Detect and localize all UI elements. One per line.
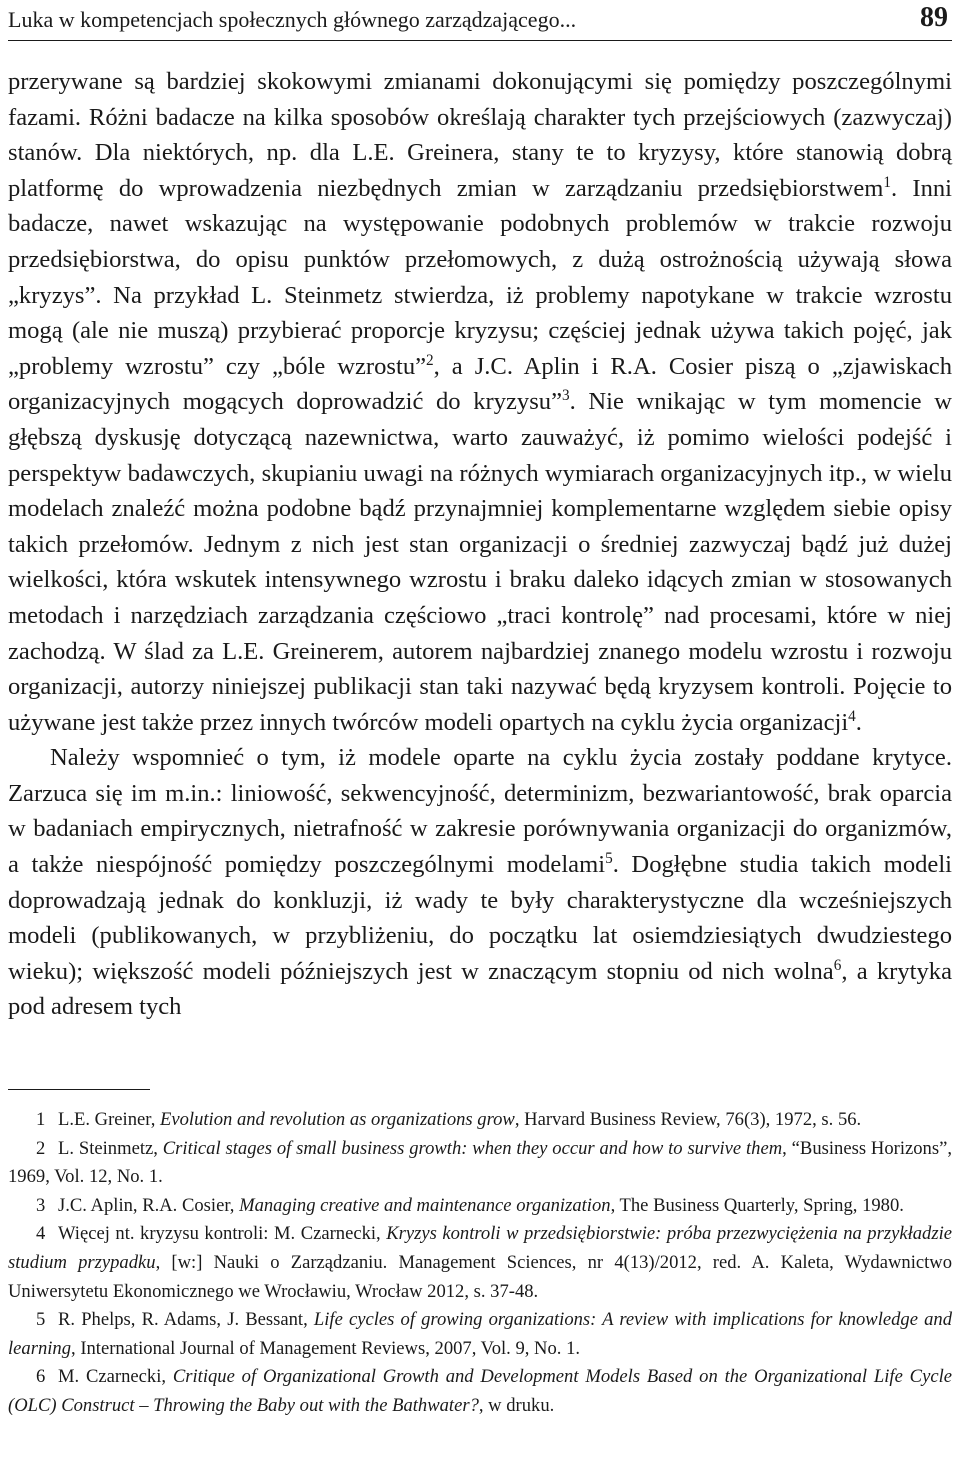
page-number: 89 (920, 2, 948, 33)
footnote-number: 4 (36, 1223, 46, 1245)
footnote-6: 6 M. Czarnecki, Critique of Organizational Growth and Development Models Based on the Organizational Life Cycle (OLC) Construct – Throwing the Baby out with the Bathwater?, w druku. (8, 1363, 952, 1420)
cited-title: Life cycles of growing organizations: A review with implications for knowledge and learning (8, 1309, 952, 1359)
footnote-1: 1 L.E. Greiner, Evolution and revolution as organizations grow, Harvard Business Review, 76(3), 1972, s. 56. (8, 1106, 952, 1135)
header-rule (8, 40, 952, 41)
footnotes (8, 1106, 952, 1421)
footnote-3: 3 J.C. Aplin, R.A. Cosier, Managing creative and maintenance organization, The Business Quarterly, Spring, 1980. (8, 1192, 952, 1221)
cited-title: Managing creative and maintenance organization (239, 1194, 611, 1216)
footnote-number: 2 (36, 1137, 46, 1159)
footnote-ref-5[interactable]: 5 (605, 849, 613, 867)
footnote-ref-4[interactable]: 4 (848, 707, 856, 725)
cited-title: Evolution and revolution as organizations grow (160, 1109, 515, 1130)
footnote-ref-1[interactable]: 1 (883, 173, 892, 191)
cited-title: Kryzys kontroli w przedsiębiorstwie: próba przezwyciężenia na przykładzie studium przypadku (8, 1223, 952, 1273)
paragraph-2: Należy wspomnieć o tym, iż modele oparte na cyklu życia zostały poddane krytyce. Zarzuca się im m.in.: liniowość, sekwencyjność, determinizm, bezwariantowość, brak oparcia w badaniach empirycznych, nietrafność w zakresie porównywania organizacji do organizmów, a także niespójność pomiędzy poszczególnymi modelami$^5$. Dogłębne studia takich modeli doprowadzają jednak do konkluzji, iż wady te były charakterystyczne dla wcześniejszych modeli (publikowanych, w przybliżeniu, do początku lat osiemdziesiątych dwudziestego wieku); większość modeli późniejszych jest w znaczącym stopniu od nich wolna$^6$, a krytyka pod adresem tych (8, 744, 952, 1021)
footnote-2: 2 L. Steinmetz, Critical stages of small business growth: when they occur and how to survive them, “Business Horizons”, 1969, Vol. 12, No. 1. (8, 1135, 952, 1192)
footnote-number: 3 (36, 1194, 46, 1216)
cited-title: Critique of Organizational Growth and Development Models Based on the Organizational Life Cycle (OLC) Construct – Throwing the Baby out with the Bathwater? (8, 1366, 952, 1416)
footnote-rule (8, 1089, 150, 1090)
cited-title: Critical stages of small business growth: when they occur and how to survive them (162, 1137, 783, 1159)
footnote-number: 6 (36, 1366, 46, 1388)
footnote-number: 5 (36, 1309, 46, 1331)
body-text (8, 64, 952, 1025)
page-header (8, 2, 952, 40)
footnote-ref-2[interactable]: 2 (426, 351, 434, 369)
footnote-ref-6[interactable]: 6 (833, 956, 842, 974)
footnote-5: 5 R. Phelps, R. Adams, J. Bessant, Life cycles of growing organizations: A review with implications for knowledge and learning, International Journal of Management Reviews, 2007, Vol. 9, No. 1. (8, 1306, 952, 1363)
footnote-ref-3[interactable]: 3 (562, 387, 570, 405)
footnote-4: 4 Więcej nt. kryzysu kontroli: M. Czarnecki, Kryzys kontroli w przedsiębiorstwie: próba przezwyciężenia na przykładzie studium przypadku, [w:] Nauki o Zarządzaniu. Management Sciences, nr 4(13)/2012, red. A. Kaleta, Wydawnictwo Uniwersytetu Ekonomicznego we Wrocławiu, Wrocław 2012, s. 37-48. (8, 1220, 952, 1306)
running-title: Luka w kompetencjach społecznych głównego zarządzającego... (8, 7, 577, 32)
paragraph-1: przerywane są bardziej skokowymi zmianami dokonującymi się pomiędzy poszczególnymi fazami. Różni badacze na kilka sposobów określają charakter tych przejściowych (zazwyczaj) stanów. Dla niektórych, np. dla L.E. Greinera, stany te to kryzysy, które stanowią dobrą platformę do wprowadzenia niezbędnych zmian w zarządzaniu przedsiębiorstwem$^1$. Inni badacze, nawet wskazując na występowanie podobnych problemów w trakcie rozwoju przedsiębiorstwa, do opisu punktów przełomowych, z dużą ostrożnością używają słowa „kryzys”. Na przykład L. Steinmetz stwierdza, iż problemy napotykane w trakcie wzrostu mogą (ale nie muszą) przybierać proporcje kryzysu; częściej jednak używa takich pojęć, jak „problemy wzrostu” czy „bóle wzrostu”$^2$, a J.C. Aplin i R.A. Cosier piszą o „zjawiskach organizacyjnych mogących doprowadzić do kryzysu”$^3$. Nie wnikając w tym momencie w głębszą dyskusję dotyczącą nazewnictwa, warto zauważyć, iż pomimo wielości podejść i perspektyw badawczych, skupianiu uwagi na różnych wymiarach organizacyjnych itp., w wielu modelach znaleźć można podobne bądź przynajmniej komplementarne względem siebie opisy takich przełomów. Jednym z nich jest stan organizacji o średniej zazwyczaj bądź już dużej wielkości, która wskutek intensywnego wzrostu i braku daleko idących zmian w stosowanych metodach i narzędziach zarządzania częściowo „traci kontrolę” nad procesami, które w niej zachodzą. W ślad za L.E. Greinerem, autorem najbardziej znanego modelu wzrostu i rozwoju organizacji, autorzy niniejszej publikacji stan taki nazywać będą kryzysem kontroli. Pojęcie to używane jest także przez innych twórców modeli opartych na cyklu życia organizacji$^4$. (8, 68, 952, 736)
footnote-number: 1 (36, 1109, 46, 1130)
